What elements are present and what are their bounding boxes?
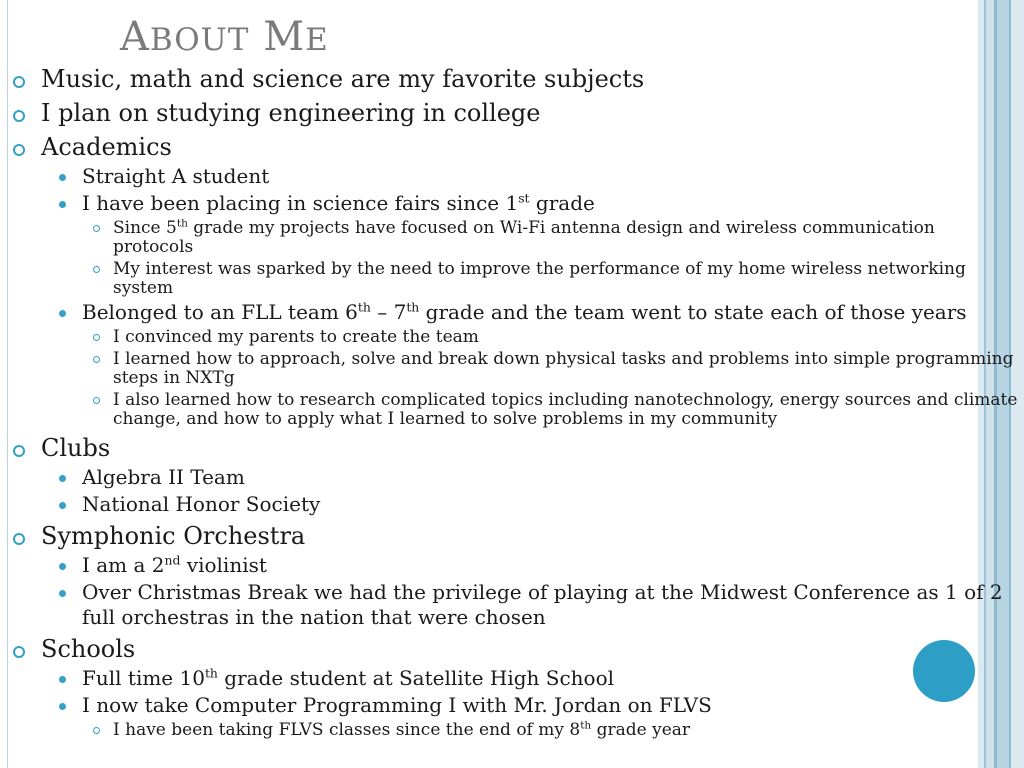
title-initial-a: A bbox=[120, 14, 150, 60]
bullet-text-part: My interest was sparked by the need to improve the performance of my home wireless networking system bbox=[113, 259, 966, 298]
bullet-text-part: Over Christmas Break we had the privilege of playing at the Midwest Conference as 1 of 2 full orchestras in the nation that were chosen bbox=[82, 580, 1003, 629]
ordinal-suffix: th bbox=[176, 217, 188, 230]
bullet-text bbox=[113, 327, 479, 347]
bullet-text-part: I am a 2 bbox=[82, 553, 165, 577]
bullet-text-part: grade bbox=[529, 191, 595, 215]
bullet-level-3-item bbox=[10, 350, 1020, 388]
nested-bullet-list bbox=[41, 666, 1020, 740]
bullet-text bbox=[113, 218, 935, 257]
bullet-text bbox=[82, 191, 595, 215]
bullet-level-1-item bbox=[10, 98, 1020, 128]
ordinal-suffix: th bbox=[580, 719, 592, 732]
bullet-ring-icon bbox=[93, 266, 100, 273]
bullet-ring-icon bbox=[13, 76, 25, 88]
title-initial-m: M bbox=[263, 14, 306, 60]
bullet-text bbox=[82, 300, 967, 324]
bullet-level-2-item bbox=[10, 164, 1020, 189]
bullet-text-part: grade year bbox=[591, 720, 691, 740]
bullet-text bbox=[41, 99, 540, 127]
bullet-content bbox=[10, 60, 1020, 740]
bullet-text-part: Full time 10 bbox=[82, 666, 205, 690]
bullet-text bbox=[41, 434, 110, 462]
bullet-dot-icon bbox=[59, 502, 66, 509]
ordinal-suffix: nd bbox=[164, 552, 181, 568]
decorative-circle bbox=[913, 640, 975, 702]
bullet-text bbox=[82, 492, 320, 516]
bullet-level-3-item bbox=[10, 721, 1020, 740]
nested-bullet-list bbox=[41, 553, 1020, 630]
bullet-level-2-item bbox=[10, 465, 1020, 490]
bullet-text-part: grade and the team went to state each of those years bbox=[419, 300, 967, 324]
bullet-dot-icon bbox=[59, 201, 66, 208]
bullet-text-part: Academics bbox=[41, 133, 172, 161]
bullet-text-part: Straight A student bbox=[82, 164, 270, 188]
bullet-level-3-item bbox=[10, 391, 1020, 429]
bullet-text-part: Belonged to an FLL team 6 bbox=[82, 300, 358, 324]
bullet-dot-icon bbox=[59, 590, 66, 597]
bullet-level-2-item bbox=[10, 693, 1020, 740]
nested-bullet-list bbox=[82, 219, 1020, 298]
bullet-ring-icon bbox=[13, 533, 25, 545]
bullet-level-2-item bbox=[10, 300, 1020, 429]
bullet-text-part: I plan on studying engineering in college bbox=[41, 99, 541, 127]
bullet-text-part: Symphonic Orchestra bbox=[41, 522, 306, 550]
bullet-ring-icon bbox=[93, 727, 100, 734]
bullet-text bbox=[113, 390, 1017, 429]
bullet-text bbox=[82, 553, 267, 577]
nested-bullet-list bbox=[82, 721, 1020, 740]
title-rest-e: E bbox=[305, 22, 329, 58]
bullet-ring-icon bbox=[13, 144, 25, 156]
bullet-text bbox=[113, 259, 966, 298]
bullet-text bbox=[113, 720, 690, 740]
bullet-text bbox=[113, 349, 1014, 388]
bullet-list bbox=[10, 64, 1020, 740]
bullet-text-part: I convinced my parents to create the team bbox=[113, 327, 479, 347]
bullet-dot-icon bbox=[59, 703, 66, 710]
bullet-level-3-item bbox=[10, 260, 1020, 298]
bullet-text bbox=[41, 635, 135, 663]
bullet-dot-icon bbox=[59, 475, 66, 482]
bullet-text-part: grade student at Satellite High School bbox=[217, 666, 615, 690]
bullet-ring-icon bbox=[93, 397, 100, 404]
bullet-level-1-item bbox=[10, 521, 1020, 630]
ordinal-suffix: st bbox=[518, 190, 530, 206]
bullet-text-part: violinist bbox=[180, 553, 267, 577]
bullet-level-2-item bbox=[10, 580, 1020, 630]
bullet-text-part: – 7 bbox=[370, 300, 407, 324]
bullet-level-3-item bbox=[10, 328, 1020, 347]
bullet-level-1-item bbox=[10, 64, 1020, 94]
bullet-ring-icon bbox=[93, 356, 100, 363]
bullet-level-2-item bbox=[10, 666, 1020, 691]
bullet-level-1-item bbox=[10, 433, 1020, 517]
bullet-text-part: Algebra II Team bbox=[82, 465, 245, 489]
bullet-text bbox=[41, 65, 644, 93]
bullet-text bbox=[82, 666, 614, 690]
bullet-ring-icon bbox=[93, 334, 100, 341]
bullet-level-2-item bbox=[10, 553, 1020, 578]
bullet-text-part: Music, math and science are my favorite subjects bbox=[41, 65, 645, 93]
bullet-text-part: Clubs bbox=[41, 434, 111, 462]
bullet-level-1-item bbox=[10, 132, 1020, 429]
bullet-ring-icon bbox=[93, 225, 100, 232]
bullet-text-part: I learned how to approach, solve and break down physical tasks and problems into simple programming steps in NXTg bbox=[113, 349, 1014, 388]
bullet-level-3-item bbox=[10, 219, 1020, 257]
bullet-text bbox=[82, 580, 1003, 629]
bullet-ring-icon bbox=[13, 445, 25, 457]
bullet-level-2-item bbox=[10, 191, 1020, 298]
nested-bullet-list bbox=[82, 328, 1020, 429]
slide-title bbox=[120, 14, 329, 60]
left-border-line bbox=[7, 0, 8, 768]
bullet-text-part: National Honor Society bbox=[82, 492, 321, 516]
bullet-text-part: Since 5 bbox=[113, 218, 177, 238]
bullet-ring-icon bbox=[13, 646, 25, 658]
bullet-text bbox=[41, 133, 172, 161]
title-rest-bout: BOUT bbox=[149, 22, 250, 58]
bullet-dot-icon bbox=[59, 174, 66, 181]
bullet-level-1-item bbox=[10, 634, 1020, 740]
bullet-text bbox=[41, 522, 305, 550]
bullet-text bbox=[82, 164, 269, 188]
ordinal-suffix: th bbox=[357, 299, 371, 315]
bullet-text bbox=[82, 693, 712, 717]
bullet-dot-icon bbox=[59, 310, 66, 317]
nested-bullet-list bbox=[41, 164, 1020, 429]
bullet-text-part: grade my projects have focused on Wi-Fi antenna design and wireless communication protocols bbox=[113, 218, 935, 257]
bullet-text-part: Schools bbox=[41, 635, 136, 663]
bullet-text-part: I have been taking FLVS classes since the end of my 8 bbox=[113, 720, 581, 740]
bullet-text bbox=[82, 465, 245, 489]
ordinal-suffix: th bbox=[204, 665, 218, 681]
bullet-ring-icon bbox=[13, 110, 25, 122]
bullet-text-part: I have been placing in science fairs since 1 bbox=[82, 191, 519, 215]
bullet-dot-icon bbox=[59, 563, 66, 570]
ordinal-suffix: th bbox=[406, 299, 420, 315]
bullet-text-part: I also learned how to research complicated topics including nanotechnology, energy sources and climate change, and how to apply what I learned to solve problems in my community bbox=[113, 390, 1018, 429]
bullet-dot-icon bbox=[59, 676, 66, 683]
bullet-level-2-item bbox=[10, 492, 1020, 517]
nested-bullet-list bbox=[41, 465, 1020, 517]
bullet-text-part: I now take Computer Programming I with Mr. Jordan on FLVS bbox=[82, 693, 712, 717]
